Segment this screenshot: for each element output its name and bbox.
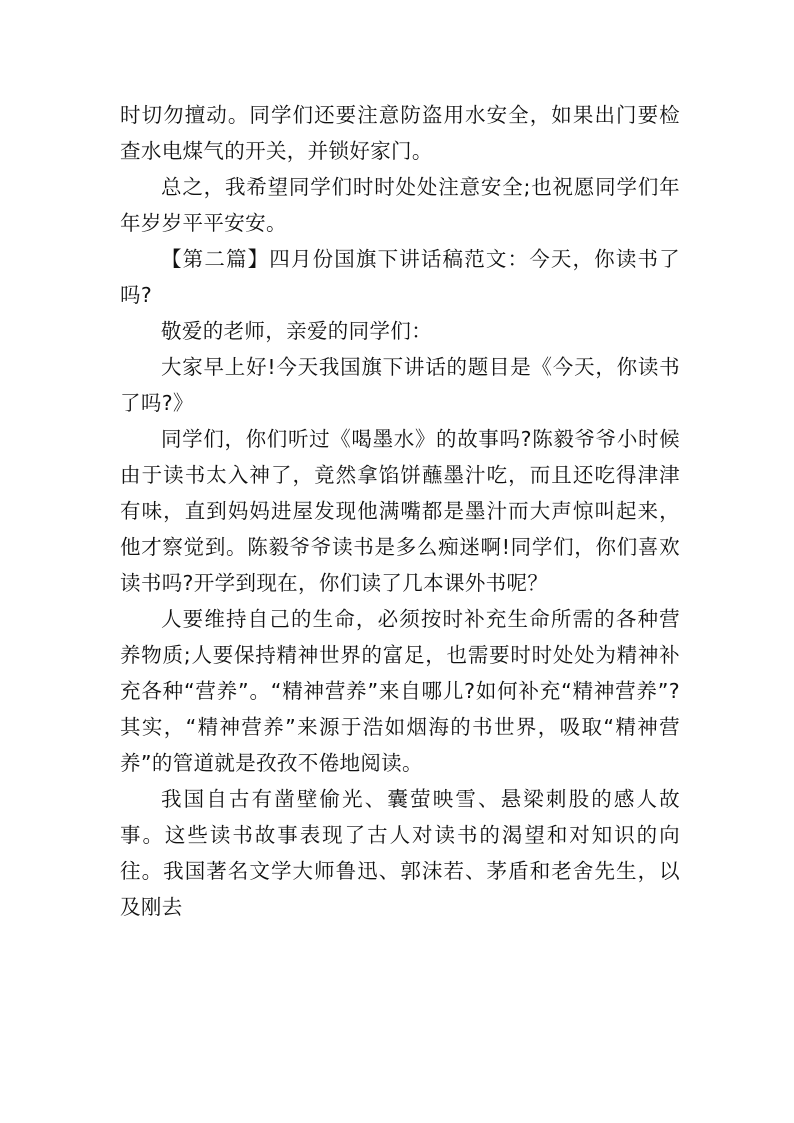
story-paragraph: 同学们，你们听过《喝墨水》的故事吗?陈毅爷爷小时候由于读书太入神了，竟然拿馅饼蘸墨汁吃，而且还吃得津津有味，直到妈妈进屋发现他满嘴都是墨汁而大声惊叫起来，他才察觉到。陈毅爷爷读书是多么痴迷啊!同学们，你们喜欢读书吗?开学到现在，你们读了几本课外书呢？ [120, 427, 680, 595]
greeting-paragraph: 敬爱的老师，亲爱的同学们： [161, 319, 433, 343]
paragraph-conclusion: 总之，我希望同学们时时处处注意安全;也祝愿同学们年年岁岁平平安安。 [120, 175, 680, 235]
nutrition-paragraph: 人要维持自己的生命，必须按时补充生命所需的各种营养物质;人要保持精神世界的富足，也需要时时处处为精神补充各种“营养”。“精神营养”来自哪儿?如何补充“精神营养”?其实，“精神营养”来源于浩如烟海的书世界，吸取“精神营养”的管道就是孜孜不倦地阅读。 [120, 607, 680, 775]
intro-paragraph: 大家早上好!今天我国旗下讲话的题目是《今天，你读书了吗?》 [120, 355, 680, 415]
document-body [120, 97, 680, 925]
section-heading: 【第二篇】四月份国旗下讲话稿范文：今天，你读书了吗? [120, 247, 680, 307]
history-paragraph: 我国自古有凿壁偷光、囊萤映雪、悬梁刺股的感人故事。这些读书故事表现了古人对读书的渴望和对知识的向往。我国著名文学大师鲁迅、郭沫若、茅盾和老舍先生，以及刚去 [120, 787, 680, 919]
paragraph-continuation: 时切勿擅动。同学们还要注意防盗用水安全，如果出门要检查水电煤气的开关，并锁好家门。 [120, 103, 680, 163]
